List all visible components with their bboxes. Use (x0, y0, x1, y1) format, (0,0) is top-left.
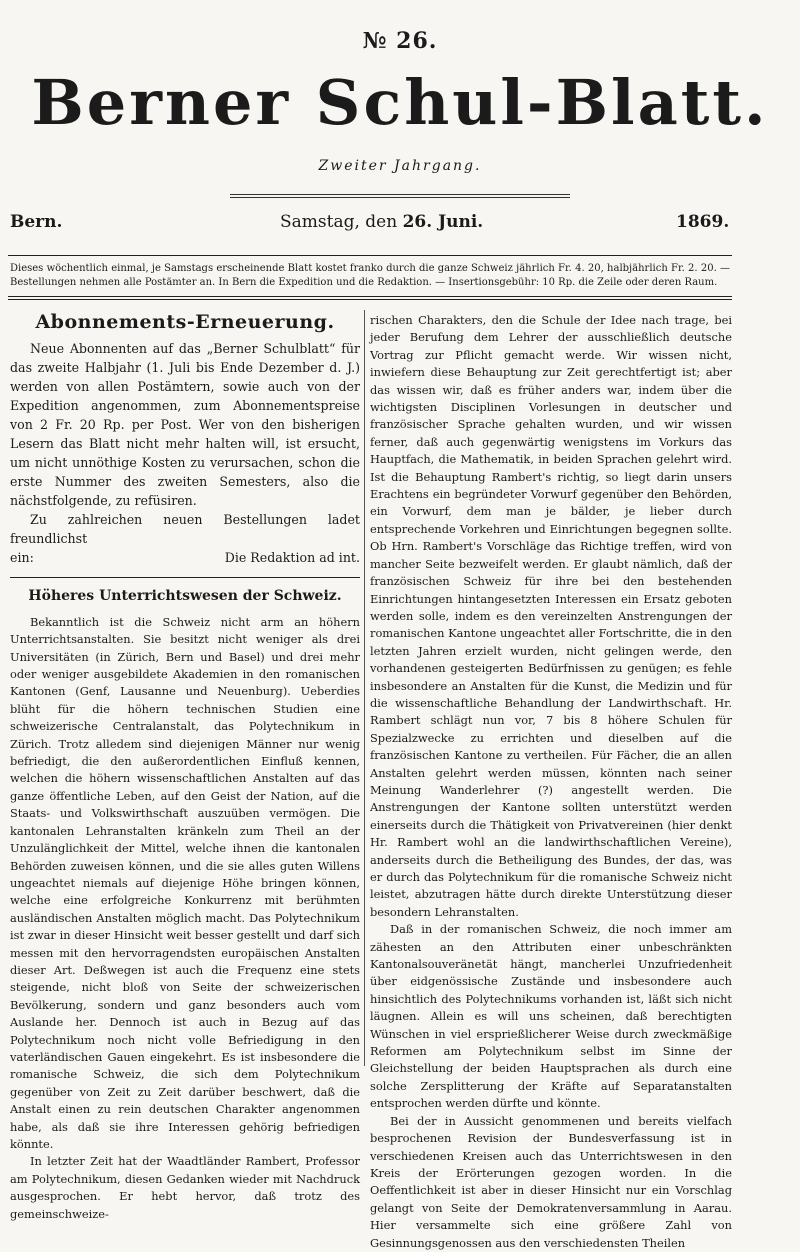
subscription-notice: Dieses wöchentlich einmal, je Samstags erscheinende Blatt kostet franko durch die ganze Schweiz jährlich Fr. 4. 20, halbjährlich Fr. 2. 20. — Bestellungen nehmen alle Postämter an. In Bern die Expedition und die Redaktion. — Insertionsgebühr: 10 Rp. die Zeile oder deren Raum. (10, 263, 730, 288)
article-paragraph: rischen Charakters, den die Schule der Idee nach trage, bei jeder Berufung dem Lehrer der ausschließlich deutsche Vortrag zur Pflicht gemacht werde. Wir wissen nicht, inwiefern diese Behauptung zur Zeit gerechtfertigt ist; aber das wissen wir, daß es früher anders war, indem über die wichtigsten Disciplinen Vorlesungen in deutscher und französischer Sprache gehalten wurden, und wir wissen ferner, daß auch gegenwärtig wenigstens im Vorkurs das Hauptfach, die Mathematik, in beiden Sprachen gelehrt wird. Ist die Behauptung Rambert's richtig, so liegt darin unsers Erachtens ein begründeter Vorwurf gegenüber den Behörden, ein Vorwurf, dem man je bälder, je lieber durch entsprechende Vorkehren und Einrichtungen begegnen sollte. Ob Hrn. Rambert's Vorschläge das Richtige treffen, wird von mancher Seite bezweifelt werden. Er glaubt nämlich, daß der französischen Schweiz für ihre bei den bestehenden Einrichtungen hintangesetzten Interessen ein Ersatz geboten werden solle, indem es den vereinzelten Anstrengungen der romanischen Kantone ungeachtet aller Fortschritte, die in den letzten Jahren erzielt wurden, nicht gelingen werde, den vorhandenen gesteigerten Bedürfnissen zu genügen; es fehle insbesondere an Anstalten für die Kunst, die Medizin und für die wissenschaftliche Behandlung der Landwirthschaft. Hr. Rambert schlägt nun vor, 7 bis 8 höhere Schulen für Spezialzwecke zu errichten und dieselben auf die französischen Kantone zu vertheilen. Für Fächer, die an allen Anstalten gelehrt werden müssen, könnten nach seiner Meinung Wanderlehrer (?) angestellt werden. Die Anstrengungen der Kantone sollten unterstützt werden einerseits durch die Thätigkeit von Privatvereinen (hier denkt Hr. Rambert wohl an die landwirthschaftlichen Vereine), anderseits durch die Betheiligung des Bundes, der das, was er durch das Polytechnikum für die romanische Schweiz nicht leistet, abzutragen hätte durch direkte Unterstützung dieser besondern Lehranstalten. (370, 313, 732, 919)
article-paragraph: Daß in der romanischen Schweiz, die noch immer am zähesten an den Attributen einer unbeschränkten Kantonalsouveränetät hängt, mancherlei Unzufriedenheit über eidgenössische Zustände und insbesondere auch hinsichtlich des Polytechnikums vorhanden ist, läßt sich nicht läugnen. Allein es will uns scheinen, daß berechtigten Wünschen in viel ersprießlicherer Weise durch zweckmäßige Reformen am Polytechnikum selbst im Sinne der Gleichstellung der beiden Hauptsprachen als durch eine solche Zersplitterung der Kräfte auf Separatanstalten entsprochen werden dürfte und könnte. (370, 922, 732, 1111)
divider-rule (230, 197, 570, 198)
divider-rule (230, 194, 570, 195)
dateline-year: 1869. (676, 212, 730, 232)
article-paragraph: In letzter Zeit hat der Waadtländer Rambert, Professor am Polytechnikum, diesen Gedanken wieder mit Nachdruck ausgesprochen. Er hebt hervor, daß trotz des gemeinschweize- (10, 1154, 360, 1221)
dateline-place: Bern. (10, 212, 63, 232)
right-column (370, 312, 732, 1252)
left-column (10, 312, 360, 1223)
column-divider (364, 310, 365, 1066)
abonnement-paragraph: Neue Abonnenten auf das „Berner Schulblatt“ für das zweite Halbjahr (1. Juli bis Ende Dezember d. J.) werden von allen Postämtern, sowie auch von der Expedition angenommen, zum Abonnementspreise von 2 Fr. 20 Rp. per Post. Wer von den bisherigen Lesern das Blatt nicht mehr halten will, ist ersucht, um nicht unnöthige Kosten zu verursachen, schon die erste Nummer des zweiten Semesters, also die nächstfolgende, zu refüsiren. (10, 341, 360, 509)
divider-rule (8, 299, 732, 300)
masthead-subtitle: Zweiter Jahrgang. (318, 158, 482, 174)
divider-rule (8, 255, 732, 256)
divider-rule (8, 296, 732, 297)
abonnement-heading: Abonnements-Erneuerung. (35, 311, 335, 333)
abonnement-paragraph: Zu zahlreichen neuen Bestellungen ladet freundlichst (10, 512, 360, 547)
article-left-text (10, 614, 360, 1223)
abonnement-section (10, 311, 360, 567)
dateline-date-prefix: Samstag, den (280, 212, 398, 232)
dateline-date-day: 26. Juni. (402, 212, 484, 232)
article-heading: Höheres Unterrichtswesen der Schweiz. (28, 588, 342, 605)
masthead-title: Berner Schul-Blatt. (31, 66, 769, 139)
dateline (10, 212, 730, 234)
article-paragraph: Bekanntlich ist die Schweiz nicht arm an höhern Unterrichtsanstalten. Sie besitzt nicht weniger als drei Universitäten (in Zürich, Bern und Basel) und drei mehr oder weniger ausgebildete Akademien in den romanischen Kantonen (Genf, Lausanne und Neuenburg). Ueberdies blüht für die höhern technischen Studien eine schweizerische Centralanstalt, das Polytechnikum in Zürich. Trotz alledem sind diejenigen Männer nur wenig befriedigt, die den außerordentlichen Einfluß kennen, welchen die höhern wissenschaftlichen Anstalten auf das ganze öffentliche Leben, auf den Geist der Nation, auf die Staats- und Volkswirthschaft auszuüben vermögen. Die kantonalen Lehranstalten kränkeln zum Theil an der Unzulänglichkeit der Mittel, welche ihnen die kantonalen Behörden zuweisen können, und die sie alles guten Willens ungeachtet niemals auf diejenige Höhe bringen können, welche eine erfolgreiche Konkurrenz mit berühmten ausländischen Anstalten möglich macht. Das Polytechnikum ist zwar in dieser Hinsicht weit besser gestellt und darf sich messen mit den hervorragendsten europäischen Anstalten dieser Art. Deßwegen ist auch die Frequenz eine stets steigende, nicht bloß von Seite der schweizerischen Bevölkerung, sondern und ganz besonders auch vom Auslande her. Dennoch ist auch in Bezug auf das Polytechnikum noch nicht volle Befriedigung in den vaterländischen Gauen eingekehrt. Es ist insbesondere die romanische Schweiz, die sich dem Polytechnikum gegenüber von Zeit zu Zeit darüber beschwert, daß die Anstalt einen zu rein deutschen Charakter angenommen habe, als daß sie ihre Interessen gehörig befriedigen könnte. (10, 614, 360, 1151)
article-paragraph: Bei der in Aussicht genommenen und bereits vielfach besprochenen Revision der Bundesverfassung ist in verschiedenen Kreisen auch das Unterrichtswesen in den Kreis der Erörterungen gezogen worden. In die Oeffentlichkeit ist aber in dieser Hinsicht nur ein Vorschlag gelangt von Seite der Demokratenversammlung in Aarau. Hier versammelte sich eine größere Zahl von Gesinnungsgenossen aus den verschiedensten Theilen (370, 1113, 732, 1250)
signature-editor: Die Redaktion ad int. (224, 550, 360, 566)
dateline-date (280, 212, 483, 232)
signature-prefix: ein: (10, 550, 34, 566)
issue-number: № 26. (362, 28, 438, 54)
article-right-text (370, 312, 732, 1252)
section-divider (10, 577, 360, 578)
